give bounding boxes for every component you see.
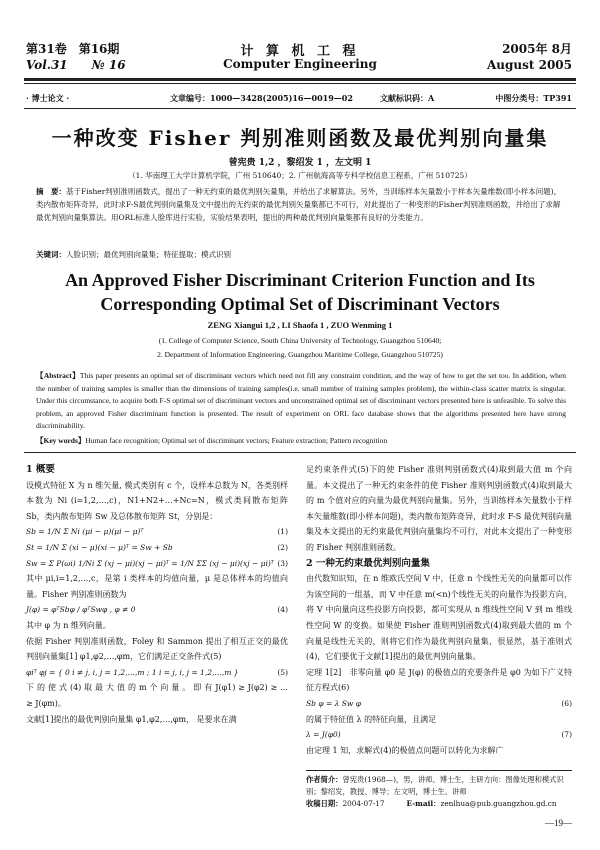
keywords-cn-label: 关键词： — [36, 250, 66, 259]
journal-volume-cn: 第31卷 第16期 — [26, 42, 120, 56]
abstract-cn-label: 摘 要： — [36, 187, 66, 196]
paragraph: 由代数知识知，在 n 维欧氏空间 V 中，任意 n 个线性无关的向量都可以作为该空间的一组基，而 V 中任意 m(<n)个线性无关的向量作为投影方向，将 V 中向量向这些投影方向投影，都可实现从 n 维线性空间 V 到 m 维线性空间 W 的变换。如果使 Fisher 准则判别函数式(4)取到最大值的 m 个向量是线性无关的，则将它们作为最优判别向量集，很显然，基于准则式(4)，它们要优于文献[1]提出的最优判别向量集。 — [306, 574, 572, 662]
received-info: 收稿日期：2004-07-17 E-mail：zenlhua@pub.guangzhou.gd.cn — [306, 799, 557, 808]
body-right-column — [306, 462, 572, 758]
paragraph: 由定理 1 知，求解式(4)的极值点问题可以转化为求解广 — [306, 745, 504, 755]
title-en-line-1: An Approved Fisher Discriminant Criterion Function and Its — [65, 270, 535, 290]
section-1-heading: 1 概要 — [26, 464, 55, 475]
header-rule — [24, 78, 576, 81]
author-bio: 作者简介：曾宪贵(1968—)，男，讲师、博士生，主研方向：图像处理和模式识别；黎绍发，教授、博导；左文明，博士生、讲师 — [306, 775, 564, 796]
authors-en: ZENG Xiangui 1,2 , LI Shaofa 1 , ZUO Wenming 1 — [207, 320, 393, 330]
footnote-rule — [306, 770, 572, 771]
authors-cn: 曾宪贵 1,2 ，黎绍发 1 ，左文明 1 — [228, 158, 372, 168]
abstract-en-label: 【Abstract】 — [36, 371, 80, 380]
equation-7: λ = J(φ0) (7) — [306, 730, 572, 740]
paragraph: 设模式特征 X 为 n 维矢量, 模式类别有 c 个，设样本总数为 N，各类别样本数为 Ni (i=1,2,…,c)，N1+N2+…+Nc=N，模式类间散布矩阵 Sb，类内散布矩阵 Sw 及总体散布矩阵 St，分别是： — [26, 480, 288, 521]
abstract-rule — [24, 452, 576, 453]
equation-3: Sw = Σ P(ωi) 1/Ni Σ (xj − μi)(xj − μi)ᵀ = 1/N ΣΣ (xj − μi)(xj − μi)ᵀ (3) — [26, 558, 288, 568]
article-number: 文章编号：1000—3428(2005)16—0019—02 — [170, 93, 353, 103]
issue-date-cn: 2005年 8月 — [502, 42, 572, 56]
affiliation-en-1: (1. College of Computer Science, South China University of Technology, Guangzhou 510640; — [158, 336, 442, 345]
header-rule-thin — [24, 83, 576, 84]
journal-name-en: Computer Engineering — [223, 57, 377, 71]
abstract-cn — [36, 185, 566, 224]
equation-4: J(φ) = φᵀSbφ / φᵀSwφ , φ ≠ 0 (4) — [26, 605, 288, 615]
paragraph: 其中 φ 为 n 维列向量。 — [26, 620, 111, 630]
paragraph: 足约束条件式(5)下的使 Fisher 准则判别函数式(4)取到最大值 m 个向量。本文提出了一种无约束条件的使 Fisher 准则判别函数式(4)取到最大的 m 个值对应的向量为最优判别向量集。另外，当训练样本矢量数小于样本矢量维数(即小样本问题)，类内散布矩阵奇异，此时求 F-S 最优判别向量集及本文提出的无约束最优判别向量集均不可行，对此本文提出了一种变形的 Fisher 判别准则函数。 — [306, 465, 572, 552]
affiliation-en-2: 2. Department of Information Engineering, Guangzhou Maritime College, Guangzhou 510725) — [157, 350, 443, 359]
affiliation-cn: （1. 华南理工大学计算机学院，广州 510640；2. 广州航海高等专科学校信息工程系，广州 510725） — [128, 171, 472, 180]
paragraph: 其中 μi,i=1,2,…,c，是第 i 类样本的均值向量，μ 是总体样本的均值向量。Fisher 判别准则函数为 — [26, 574, 288, 599]
classification-number: 中图分类号：TP391 — [495, 93, 572, 103]
equation-6: Sb φ = λ Sw φ (6) — [306, 698, 572, 708]
title-cn: 一种改变 Fisher 判别准则函数及最优判别向量集 — [51, 126, 549, 150]
paragraph: 的属于特征值 λ 的特征向量，且满足 — [306, 714, 437, 724]
keywords-en — [36, 435, 566, 446]
journal-name-cn: 计 算 机 工 程 — [240, 44, 360, 59]
section-2-heading: 2 一种无约束最优判别向量集 — [306, 557, 430, 569]
body-left-column — [26, 462, 288, 727]
issue-date-en: August 2005 — [486, 58, 572, 72]
abstract-cn-text: 基于Fisher判别准则函数式，提出了一种无约束的最优判别矢量集，并给出了求解算法。另外，当训练样本矢量数小于样本矢量维数(即小样本问题)，类内散布矩阵奇异，此时求F-S最优判别向量集及文中提出的无约束的最优判别矢量集都已不可行，对此提出了一种变形的Fisher判别准则函数，并给出了求解最优判别向量集算法。用ORL标准人脸库进行实验，实验结果表明，提出的两种最优判别向量集都有良好的分类能力。 — [36, 187, 562, 222]
abstract-en — [36, 370, 566, 433]
equation-2: St = 1/N Σ (xi − μ)(xi − μ)ᵀ = Sw + Sb (2) — [26, 542, 288, 552]
footnote — [306, 774, 572, 810]
keywords-en-text: Human face recognition; Optimal set of discriminant vectors; Feature extraction; Pattern recognition — [85, 436, 388, 445]
page-number: —19— — [545, 818, 572, 828]
title-en-line-2: Corresponding Optimal Set of Discriminant Vectors — [100, 294, 500, 314]
meta-rule — [24, 108, 576, 109]
keywords-en-label: 【Key words】 — [36, 436, 86, 445]
keywords-cn-text: 人脸识别；最优判别向量集；特征提取；模式识别 — [66, 250, 231, 259]
paragraph: 下 的 使 式 (4) 取 最 大 值 的 m 个 向 量 。 即 有 J(φ1) ≥ J(φ2) ≥ … ≥ J(φm)。 — [26, 683, 288, 708]
paragraph: 文献[1]提出的最优判别向量集 φ1,φ2,…,φm， 是要求在满 — [26, 714, 237, 724]
abstract-en-text: This paper presents an optimal set of discriminant vectors which need not fill any constraint condition, and the way of how to get the set too. In addition, when the number of training samples is smaller than the dimensions of training samples(i.e. small number of training samples problem), the within-class scatter matrix is singular. Under this circumstance, to acquire both F-S optimal set of discriminant vectors and unconstrained optimal set of discriminant vectors presented here is unfeasible. To solve this problem, an approved Fisher discriminant function is presented. The result of experiment on ORL face database shows that the algorithms presented here have strong discriminability. — [36, 371, 566, 430]
journal-volume-en: Vol.31 № 16 — [26, 58, 126, 72]
equation-1: Sb = 1/N Σ Ni (μi − μ)(μi − μ)ᵀ (1) — [26, 527, 288, 537]
paragraph: 依据 Fisher 判别准则函数，Foley 和 Sammon 提出了相互正交的最优判别向量集[1] φ1,φ2,…,φm，它们满足正交条件式(5) — [26, 636, 288, 662]
equation-5: φiᵀ φj = { 0 i ≠ j, i, j = 1,2,…,m ; 1 i = j, i, j = 1,2,…,m } (5) — [26, 667, 288, 677]
column-label: · 博士论文 · — [26, 93, 70, 103]
keywords-cn — [36, 249, 566, 260]
title-en — [0, 268, 600, 316]
paragraph: 定理 1[2] 非零向量 φ0 是 J(φ) 的极值点的充要条件是 φ0 为如下广义特征方程式(6) — [306, 667, 572, 693]
document-code: 文献标识码：A — [380, 93, 435, 103]
